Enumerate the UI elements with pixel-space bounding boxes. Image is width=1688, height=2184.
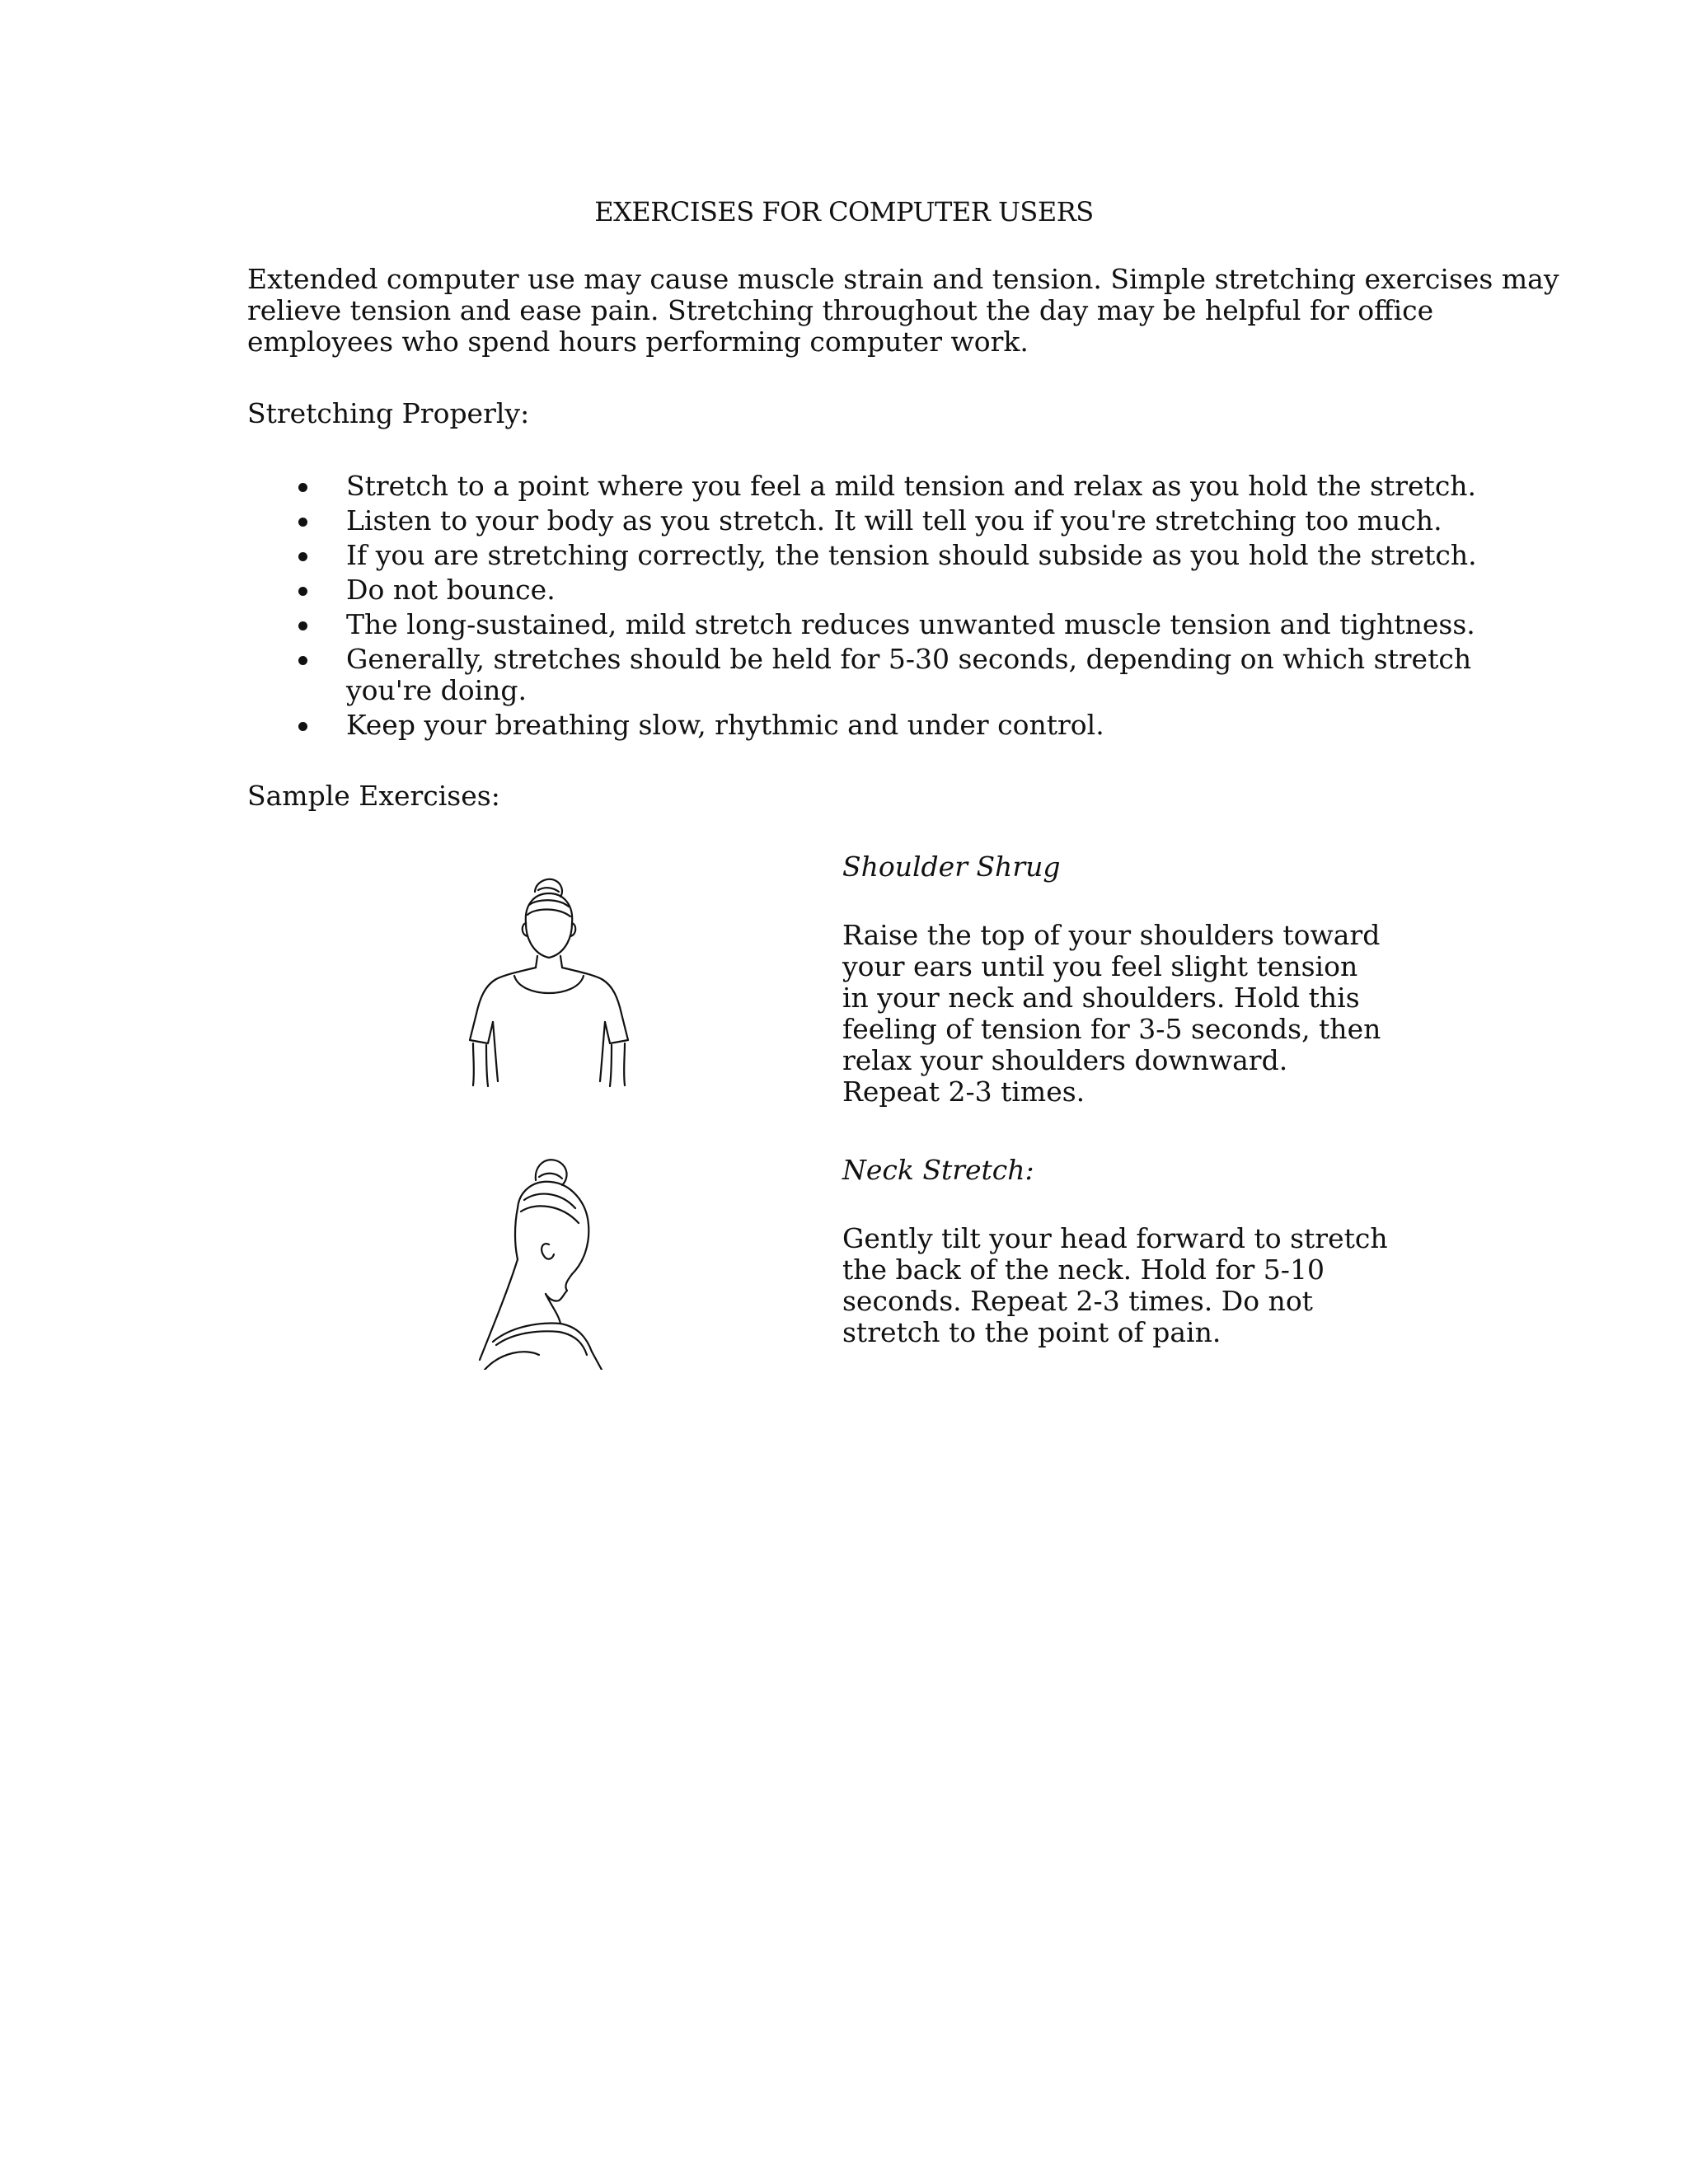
list-item [247,643,1472,706]
list-item-text: Stretch to a point where you feel a mild tension and relax as you hold the stretch. [346,470,1477,502]
list-item [247,710,1434,741]
intro-line: employees who spend hours performing computer work. [247,326,1029,358]
bullet-icon [298,483,307,492]
list-item-text: Do not bounce. [346,574,556,606]
bullet-icon [298,552,307,561]
list-item-text: Generally, stretches should be held for 5-30 seconds, depending on which stretch [346,643,1472,675]
bullet-icon [298,722,307,731]
sample-exercises-heading: Sample Exercises: [247,780,500,812]
description-line: in your neck and shoulders. Hold this [842,982,1360,1014]
description-line: Gently tilt your head forward to stretch [842,1222,1388,1254]
bullet-icon [298,621,307,630]
exercise-title-neck-stretch: Neck Stretch: [842,1154,1034,1186]
description-line: feeling of tension for 3-5 seconds, then [842,1013,1381,1045]
list-item [247,539,1477,571]
neck-stretch-illustration [463,1154,628,1370]
description-line: relax your shoulders downward. [842,1044,1288,1076]
exercise-description-neck-stretch [842,1222,1388,1348]
bullet-icon [298,656,307,665]
description-line: seconds. Repeat 2-3 times. Do not [842,1285,1313,1317]
list-item-text: The long-sustained, mild stretch reduces unwanted muscle tension and tightness. [346,608,1475,640]
list-item [247,504,1442,537]
intro-line: relieve tension and ease pain. Stretching throughout the day may be helpful for office [247,294,1434,326]
list-item [247,470,1477,502]
list-item-text: If you are stretching correctly, the tension should subside as you hold the stretch. [346,539,1477,571]
page-title: EXERCISES FOR COMPUTER USERS [594,196,1094,227]
exercise-title-shoulder-shrug: Shoulder Shrug [842,851,1061,883]
stretching-properly-heading: Stretching Properly: [247,397,530,429]
description-line: the back of the neck. Hold for 5-10 [842,1254,1325,1286]
bullet-icon [298,587,307,596]
list-item-text: Listen to your body as you stretch. It will tell you if you're stretching too much. [346,504,1442,537]
intro-paragraph [247,263,1559,358]
exercise-description-shoulder-shrug [842,919,1381,1108]
description-line: stretch to the point of pain. [842,1316,1221,1348]
list-item [247,574,1434,606]
description-line: your ears until you feel slight tension [842,950,1358,982]
description-line: Repeat 2-3 times. [842,1076,1085,1108]
list-item [247,608,1475,640]
intro-line: Extended computer use may cause muscle strain and tension. Simple stretching exercises may [247,263,1559,295]
bullet-icon [298,518,307,527]
description-line: Raise the top of your shoulders toward [842,919,1381,951]
stretching-tips-list [247,470,1477,744]
list-item-text: Keep your breathing slow, rhythmic and under control. [346,709,1104,741]
shoulder-shrug-illustration [455,875,645,1091]
list-item-text-continued: you're doing. [346,674,528,706]
